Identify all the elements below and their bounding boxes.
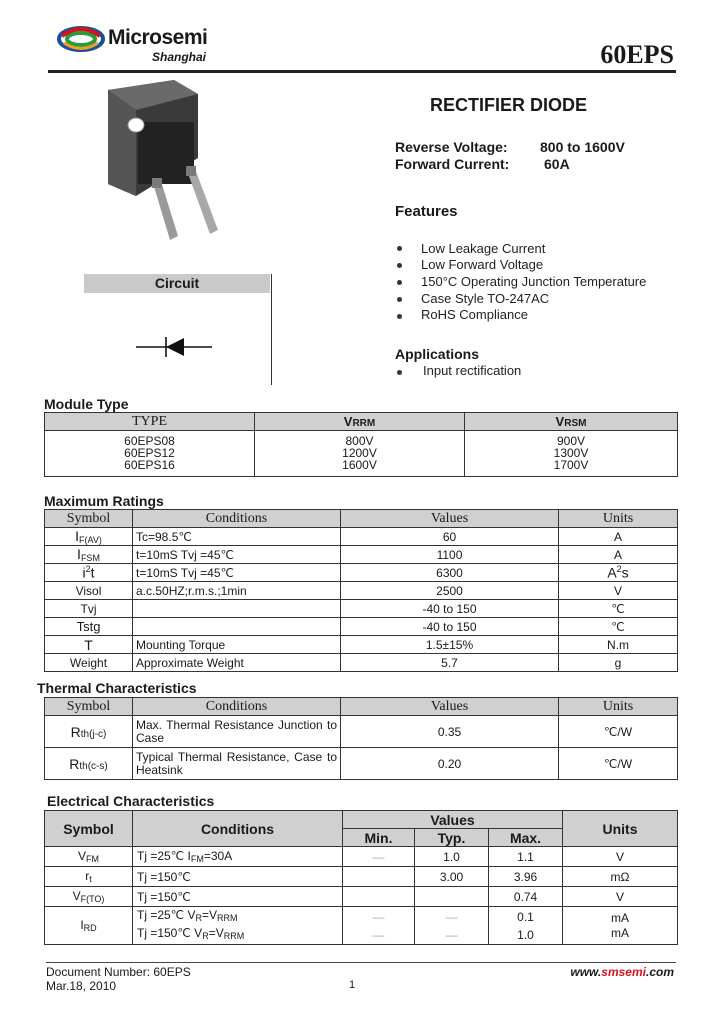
unit-cell: V <box>563 847 678 867</box>
elec-header-conditions: Conditions <box>133 811 343 847</box>
elec-header-values: Values <box>343 811 563 829</box>
table-row <box>45 528 678 546</box>
logo-name: Microsemi <box>108 26 208 49</box>
unit-cell: g <box>559 654 678 672</box>
symbol-cell: Tvj <box>45 600 133 618</box>
min-cell: — — <box>343 907 415 945</box>
circuit-divider <box>271 274 272 385</box>
condition-cell: a.c.50HZ;r.m.s.;1min <box>133 582 341 600</box>
document-number: Document Number: 60EPS <box>46 965 191 979</box>
condition-cell: Typical Thermal Resistance, Case to Heatsink <box>133 748 341 780</box>
max-cell: 0.74 <box>489 887 563 907</box>
max-header-values: Values <box>341 510 559 528</box>
feature-item: Low Leakage Current <box>421 241 546 256</box>
reverse-voltage-value: 800 to 1600V <box>540 139 625 155</box>
min-cell <box>343 887 415 907</box>
module-type-title: Module Type <box>44 396 129 412</box>
microsemi-logo-icon <box>56 24 106 54</box>
table-row <box>45 564 678 582</box>
bullet-icon <box>397 297 402 302</box>
typ-cell <box>415 887 489 907</box>
bullet-icon <box>397 263 402 268</box>
module-types-cell: 60EPS08 60EPS12 60EPS16 <box>45 431 255 477</box>
value-cell: -40 to 150 <box>341 600 559 618</box>
symbol-cell: Rth(c-s) <box>45 748 133 780</box>
unit-cell: A <box>559 528 678 546</box>
condition-cell <box>133 600 341 618</box>
value-cell: 0.20 <box>341 748 559 780</box>
feature-item: Case Style TO-247AC <box>421 291 550 306</box>
module-header-vrrm: VRRM <box>255 413 465 431</box>
unit-cell: ℃/W <box>559 748 678 780</box>
table-row <box>45 600 678 618</box>
condition-cell: Tc=98.5℃ <box>133 528 341 546</box>
condition-cell: Approximate Weight <box>133 654 341 672</box>
document-date: Mar.18, 2010 <box>46 979 117 993</box>
unit-cell: ℃ <box>559 600 678 618</box>
module-header-vrsm: VRSM <box>465 413 678 431</box>
reverse-voltage-label: Reverse Voltage: <box>395 139 508 155</box>
symbol-cell: Visol <box>45 582 133 600</box>
symbol-cell: Tstg <box>45 618 133 636</box>
value-cell: 1.5±15% <box>341 636 559 654</box>
page-number: 1 <box>349 979 356 991</box>
table-row <box>45 582 678 600</box>
bullet-icon <box>397 370 402 375</box>
value-cell: 0.35 <box>341 716 559 748</box>
elec-header-units: Units <box>563 811 678 847</box>
unit-cell: mΩ <box>563 867 678 887</box>
table-row <box>45 847 678 867</box>
module-vrrm-cell: 800V 1200V 1600V <box>255 431 465 477</box>
module-header-type: TYPE <box>45 413 255 431</box>
table-row <box>45 867 678 887</box>
condition-cell: Max. Thermal Resistance Junction to Case <box>133 716 341 748</box>
condition-cell <box>133 618 341 636</box>
condition-cell: Tj =25℃ $I_{FM}=30A$ <box>133 847 343 867</box>
thermal-table <box>44 697 678 780</box>
unit-cell: mA mA <box>563 907 678 945</box>
value-cell: -40 to 150 <box>341 618 559 636</box>
unit-cell: ℃ <box>559 618 678 636</box>
condition-cell: t=10mS Tvj =45℃ <box>133 564 341 582</box>
electrical-table <box>44 810 678 945</box>
table-row <box>45 748 678 780</box>
thermal-header-symbol: Symbol <box>45 698 133 716</box>
thermal-title: Thermal Characteristics <box>37 680 197 696</box>
elec-header-symbol: Symbol <box>45 811 133 847</box>
part-number-title: 60EPS <box>600 40 674 69</box>
max-ratings-table <box>44 509 678 672</box>
value-cell: 60 <box>341 528 559 546</box>
to247-package-image <box>100 80 230 250</box>
unit-cell: ℃/W <box>559 716 678 748</box>
symbol-cell: $I_{F(AV)}$ <box>45 528 133 546</box>
value-cell: 6300 <box>341 564 559 582</box>
condition-cell: t=10mS Tvj =45℃ <box>133 546 341 564</box>
feature-item: RoHS Compliance <box>421 307 528 322</box>
forward-current-label: Forward Current: <box>395 156 510 172</box>
module-type-table <box>44 412 678 477</box>
footer-rule <box>46 962 676 963</box>
thermal-header-conditions: Conditions <box>133 698 341 716</box>
product-type: RECTIFIER DIODE <box>430 95 588 115</box>
bullet-icon <box>397 314 402 319</box>
bullet-icon <box>397 246 402 251</box>
unit-cell: $A^2s$ <box>559 564 678 582</box>
condition-cell: Mounting Torque <box>133 636 341 654</box>
symbol-cell: $V_{FM}$ <box>45 847 133 867</box>
condition-cell: Tj =25℃ $V_R=V_{RRM}$ Tj =150℃ $V_R=V_{RRM}$ <box>133 907 343 945</box>
table-row <box>45 716 678 748</box>
table-row <box>45 654 678 672</box>
unit-cell: A <box>559 546 678 564</box>
symbol-cell: $V_{F(TO)}$ <box>45 887 133 907</box>
table-row <box>45 636 678 654</box>
max-header-units: Units <box>559 510 678 528</box>
forward-current-value: 60A <box>544 156 570 172</box>
table-row <box>45 618 678 636</box>
symbol-cell: $r_t$ <box>45 867 133 887</box>
value-cell: 1100 <box>341 546 559 564</box>
thermal-header-units: Units <box>559 698 678 716</box>
typ-cell: 1.0 <box>415 847 489 867</box>
feature-item: Low Forward Voltage <box>421 257 544 272</box>
table-row <box>45 546 678 564</box>
symbol-cell: Weight <box>45 654 133 672</box>
max-header-conditions: Conditions <box>133 510 341 528</box>
elec-header-min: Min. <box>343 829 415 847</box>
symbol-cell: $I_{RD}$ <box>45 907 133 945</box>
electrical-title: Electrical Characteristics <box>47 793 215 809</box>
unit-cell: V <box>559 582 678 600</box>
elec-header-max: Max. <box>489 829 563 847</box>
logo-subtitle: Shanghai <box>152 50 207 64</box>
max-ratings-title: Maximum Ratings <box>44 493 164 509</box>
application-item: Input rectification <box>423 363 522 378</box>
feature-item: 150°C Operating Junction Temperature <box>421 274 647 289</box>
typ-cell: — — <box>415 907 489 945</box>
symbol-cell: T <box>45 636 133 654</box>
unit-cell: N.m <box>559 636 678 654</box>
value-cell: 5.7 <box>341 654 559 672</box>
elec-header-typ: Typ. <box>415 829 489 847</box>
features-title: Features <box>395 203 458 220</box>
table-row <box>45 907 678 945</box>
max-header-symbol: Symbol <box>45 510 133 528</box>
symbol-cell: Rth(j-c) <box>45 716 133 748</box>
max-cell: 3.96 <box>489 867 563 887</box>
table-row <box>45 887 678 907</box>
thermal-header-values: Values <box>341 698 559 716</box>
circuit-title: Circuit <box>84 274 270 293</box>
min-cell: — <box>343 847 415 867</box>
condition-cell: Tj =150℃ <box>133 887 343 907</box>
value-cell: 2500 <box>341 582 559 600</box>
bullet-icon <box>397 280 402 285</box>
max-cell: 0.1 1.0 <box>489 907 563 945</box>
condition-cell: Tj =150℃ <box>133 867 343 887</box>
min-cell <box>343 867 415 887</box>
module-vrsm-cell: 900V 1300V 1700V <box>465 431 678 477</box>
max-cell: 1.1 <box>489 847 563 867</box>
symbol-cell: $I_{FSM}$ <box>45 546 133 564</box>
typ-cell: 3.00 <box>415 867 489 887</box>
website-link[interactable]: www.smsemi.com <box>570 965 674 979</box>
symbol-cell: $i^2t$ <box>45 564 133 582</box>
header-rule <box>48 70 676 73</box>
applications-title: Applications <box>395 346 480 362</box>
unit-cell: V <box>563 887 678 907</box>
diode-symbol-icon <box>136 334 212 360</box>
